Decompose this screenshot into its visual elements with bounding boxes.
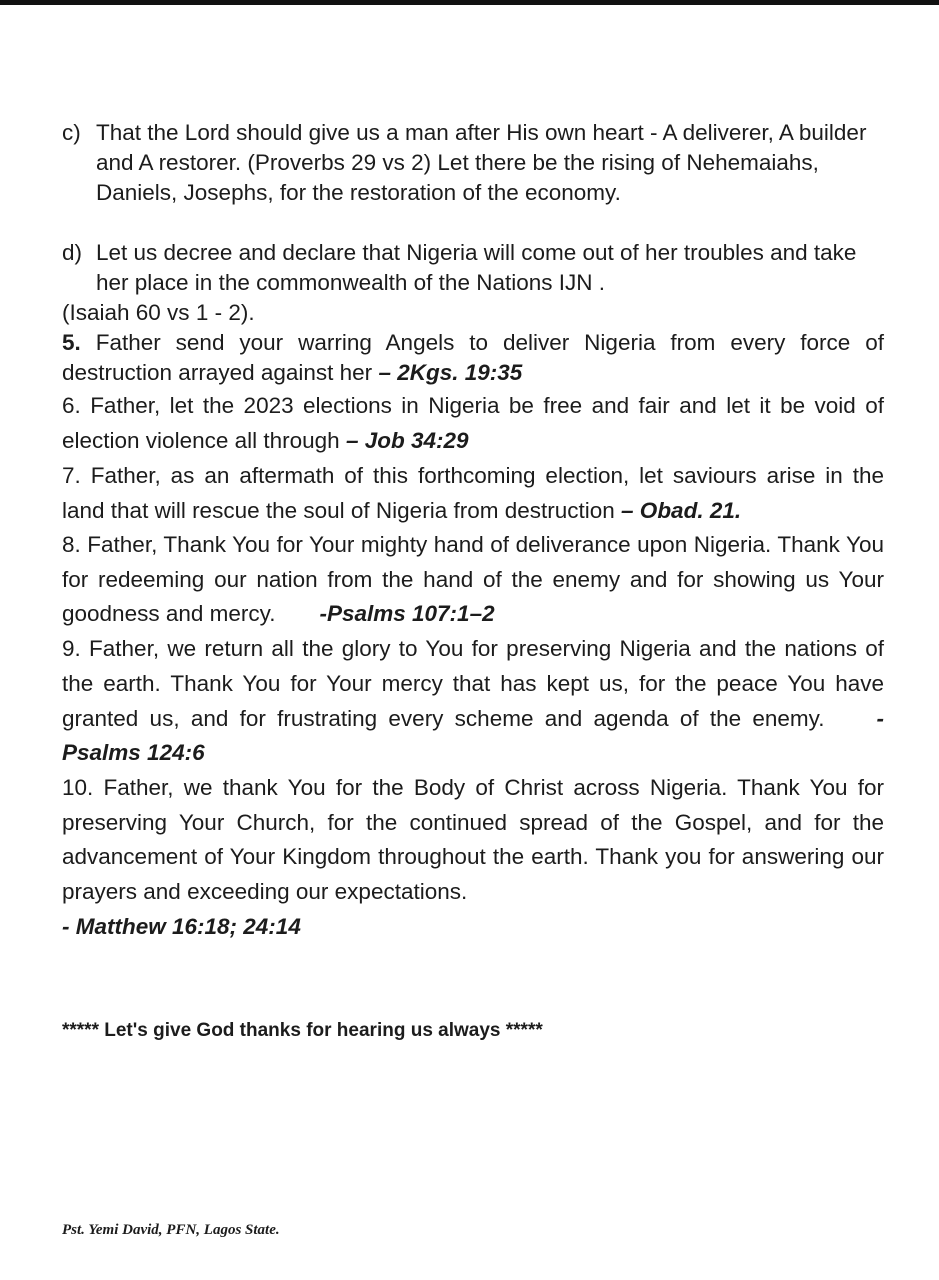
point-text: 8. Father, Thank You for Your mighty hand of deliverance upon Nigeria. Thank You for redeeming our nation from the hand of the enemy and for showing us Your goodness and mercy. bbox=[62, 532, 884, 627]
closing-line: ***** Let's give God thanks for hearing us always ***** bbox=[62, 1020, 543, 1041]
point-text: 9. Father, we return all the glory to You for preserving Nigeria and the nations of the earth. Thank You for Your mercy that has kept us, for the peace You have granted us, and for frustrating every scheme and agenda of the enemy. bbox=[62, 636, 884, 731]
prayer-point-6 bbox=[62, 388, 884, 458]
item-label: c) bbox=[62, 120, 81, 145]
prayer-item-d bbox=[62, 238, 884, 298]
signature: Pst. Yemi David, PFN, Lagos State. bbox=[62, 1222, 280, 1238]
point-text: Father send your warring Angels to deliver Nigeria from every force of destruction arrayed against her bbox=[62, 330, 884, 385]
point-text: 7. Father, as an aftermath of this forthcoming election, let saviours arise in the land that will rescue the soul of Nigeria from destruction bbox=[62, 463, 884, 523]
item-label: d) bbox=[62, 240, 83, 265]
item-text: That the Lord should give us a man after His own heart - A deliverer, A builder and A restorer. (Proverbs 29 vs 2) Let there be the rising of Nehemaiahs, Daniels, Josephs, for the restoration of the economy. bbox=[96, 120, 867, 205]
scripture-citation: – Job 34:29 bbox=[345, 428, 469, 453]
scripture-citation: - Psalms 124:6 bbox=[62, 705, 884, 766]
spacer bbox=[62, 208, 884, 238]
item-text: Let us decree and declare that Nigeria will come out of her troubles and take her place in the commonwealth of the Nations IJN . bbox=[96, 240, 857, 295]
prayer-point-7 bbox=[62, 458, 884, 528]
scripture-reference: (Isaiah 60 vs 1 - 2). bbox=[62, 300, 255, 325]
scripture-citation: -Psalms 107:1–2 bbox=[319, 601, 495, 627]
scripture-citation: - Matthew 16:18; 24:14 bbox=[62, 913, 301, 939]
prayer-point-8 bbox=[62, 528, 884, 632]
prayer-item-c bbox=[62, 118, 884, 208]
point-number: 5. bbox=[62, 330, 81, 355]
scripture-citation: – 2Kgs. 19:35 bbox=[378, 360, 523, 385]
prayer-point-5 bbox=[62, 328, 884, 388]
point-text: 6. Father, let the 2023 elections in Nigeria be free and fair and let it be void of election violence all through bbox=[62, 393, 884, 453]
prayer-point-9 bbox=[62, 632, 884, 771]
prayer-point-10 bbox=[62, 771, 884, 945]
prayer-document bbox=[62, 118, 884, 944]
point-text: 10. Father, we thank You for the Body of Christ across Nigeria. Thank You for preserving Your Church, for the continued spread of the Gospel, and for the advancement of Your Kingdom throughout the earth. Thank you for answering our prayers and exceeding our expectations. bbox=[62, 774, 884, 905]
top-border bbox=[0, 0, 939, 5]
scripture-citation: – Obad. 21. bbox=[621, 498, 742, 523]
